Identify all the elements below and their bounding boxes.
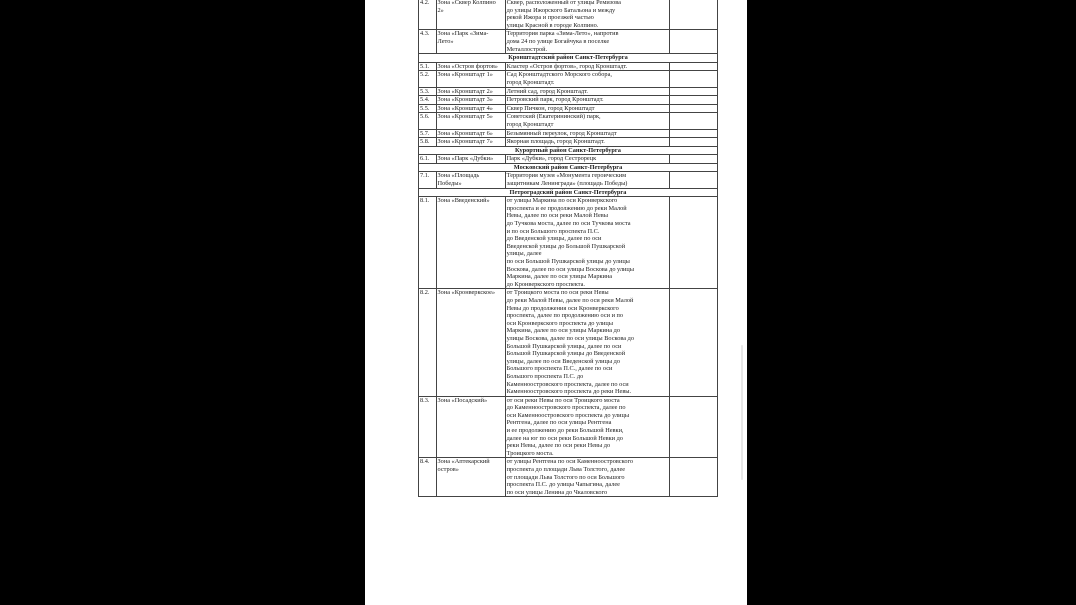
zone-boundary-description: Территория музея «Монумента героическим защитникам Ленинграда» (площадь Победы) (505, 172, 669, 188)
zone-boundary-description: от Троицкого моста по оси реки Невы до реки Малой Невы, далее по оси реки Малой Невы до продолжения оси Кронверкского проспекта, далее по продолжению оси и по оси Кронверкского проспекта до улицы Маркина, далее по оси улицы Маркина до улицы Воскова, далее по оси улицы Воскова до Большой Пушкарской улицы, далее по оси Большой Пушкарской улицы до Введенской улицы, далее по оси Введенской улицы до Большого проспекта П.С., далее по оси Большого проспекта П.С. до Каменноостровского проспекта, далее по оси Каменноостровского проспекта до реки Невы. (505, 289, 669, 396)
table-row (419, 138, 718, 147)
zone-boundary-description: Петровский парк, город Кронштадт. (505, 96, 669, 105)
empty-cell (669, 30, 717, 54)
table-row (419, 104, 718, 113)
row-number: 8.4. (419, 458, 437, 497)
row-number: 8.2. (419, 289, 437, 396)
zone-name: Зона «Кронштадт 7» (436, 138, 505, 147)
row-number: 5.8. (419, 138, 437, 147)
zone-name: Зона «Парк «Дубки» (436, 155, 505, 164)
zone-boundary-description: Сквер Пичкон, город Кронштадт (505, 104, 669, 113)
empty-cell (669, 172, 717, 188)
zone-name: Зона «Посадский» (436, 396, 505, 458)
row-number: 4.3. (419, 30, 437, 54)
table-row (419, 62, 718, 71)
section-title: Курортный район Санкт-Петербурга (419, 146, 718, 155)
zone-boundary-description: Парк «Дубки», город Сестрорецк (505, 155, 669, 164)
zone-name: Зона «Кронштадт 4» (436, 104, 505, 113)
empty-cell (669, 62, 717, 71)
empty-cell (669, 87, 717, 96)
empty-cell (669, 0, 717, 30)
row-number: 4.2. (419, 0, 437, 30)
section-title: Петроградский район Санкт-Петербурга (419, 188, 718, 197)
zone-boundary-description: Территория парка «Зима-Лето», напротив дома 24 по улице Богайчука в поселке Металлострой. (505, 30, 669, 54)
empty-cell (669, 396, 717, 458)
row-number: 8.1. (419, 197, 437, 289)
row-number: 8.3. (419, 396, 437, 458)
table-row (419, 289, 718, 396)
table-row (419, 96, 718, 105)
zone-boundary-description: Кластер «Остров фортов», город Кронштадт. (505, 62, 669, 71)
zone-boundary-description: Летний сад, город Кронштадт. (505, 87, 669, 96)
empty-cell (669, 104, 717, 113)
empty-cell (669, 197, 717, 289)
zones-table (418, 0, 718, 497)
row-number: 5.2. (419, 71, 437, 87)
section-header-row (419, 163, 718, 172)
row-number: 5.1. (419, 62, 437, 71)
zone-boundary-description: Сад Кронштадтского Морского собора, город Кронштадт. (505, 71, 669, 87)
table-row (419, 30, 718, 54)
empty-cell (669, 138, 717, 147)
table-row (419, 155, 718, 164)
table-row (419, 113, 718, 129)
table-row (419, 129, 718, 138)
zone-name: Зона «Введенский» (436, 197, 505, 289)
empty-cell (669, 96, 717, 105)
zone-name: Зона «Парк «Зима-Лето» (436, 30, 505, 54)
zone-name: Зона «Аптекарский остров» (436, 458, 505, 497)
row-number: 5.6. (419, 113, 437, 129)
zone-boundary-description: от улицы Маркина по оси Кронверкского проспекта и ее продолжению до реки Малой Невы, далее по оси реки Малой Невы до Тучкова моста, далее по оси Тучкова моста и по оси Большого проспекта П.С. до Введенской улицы, далее по оси Введенской улицы до Большой Пушкарской улицы, далее по оси Большой Пушкарской улицы до улицы Воскова, далее по оси улицы Воскова до улицы Маркина, далее по оси улицы Маркина до Кронверкского проспекта. (505, 197, 669, 289)
zone-name: Зона «Кронштадт 5» (436, 113, 505, 129)
zone-boundary-description: от улицы Рентгена по оси Каменноостровского проспекта до площади Льва Толстого, далее от площади Льва Толстого по оси Большого проспекта П.С. до улицы Чапыгина, далее по оси улицы Ленина до Чкаловского (505, 458, 669, 497)
row-number: 5.3. (419, 87, 437, 96)
row-number: 6.1. (419, 155, 437, 164)
zone-name: Зона «Сквер Колпино 2» (436, 0, 505, 30)
section-header-row (419, 188, 718, 197)
empty-cell (669, 155, 717, 164)
scrollbar[interactable] (741, 345, 743, 480)
table-row (419, 0, 718, 30)
zone-name: Зона «Площадь Победы» (436, 172, 505, 188)
row-number: 5.4. (419, 96, 437, 105)
zone-name: Зона «Кронштадт 2» (436, 87, 505, 96)
empty-cell (669, 289, 717, 396)
zone-boundary-description: Безымянный переулок, город Кронштадт (505, 129, 669, 138)
document-page[interactable] (365, 0, 747, 605)
empty-cell (669, 113, 717, 129)
zone-name: Зона «Кронштадт 6» (436, 129, 505, 138)
table-row (419, 396, 718, 458)
table-row (419, 71, 718, 87)
table-row (419, 172, 718, 188)
zone-name: Зона «Кронштадт 3» (436, 96, 505, 105)
zone-name: Зона «Остров фортов» (436, 62, 505, 71)
row-number: 7.1. (419, 172, 437, 188)
empty-cell (669, 71, 717, 87)
empty-cell (669, 458, 717, 497)
empty-cell (669, 129, 717, 138)
zone-name: Зона «Кронверкское» (436, 289, 505, 396)
zone-boundary-description: Якорная площадь, город Кронштадт. (505, 138, 669, 147)
row-number: 5.7. (419, 129, 437, 138)
zone-name: Зона «Кронштадт 1» (436, 71, 505, 87)
section-header-row (419, 146, 718, 155)
table-row (419, 197, 718, 289)
table-row (419, 87, 718, 96)
section-title: Московский район Санкт-Петербурга (419, 163, 718, 172)
zone-boundary-description: Сквер, расположенный от улицы Ремизова до улицы Ижорского Батальона и между рекой Ижора и проезжей частью улицы Красной в городе Колпино. (505, 0, 669, 30)
section-header-row (419, 54, 718, 63)
row-number: 5.5. (419, 104, 437, 113)
zone-boundary-description: от оси реки Невы по оси Троицкого моста до Каменноостровского проспекта, далее по оси Каменноостровского проспекта до улицы Рентгена, далее по оси улицы Рентгена и ее продолжению до реки Большой Невки, далее на юг по оси реки Большой Невки до реки Невы, далее по оси реки Невы до Троицкого моста. (505, 396, 669, 458)
section-title: Кронштадтский район Санкт-Петербурга (419, 54, 718, 63)
zone-boundary-description: Советский (Екатерининский) парк, город Кронштадт (505, 113, 669, 129)
table-row (419, 458, 718, 497)
